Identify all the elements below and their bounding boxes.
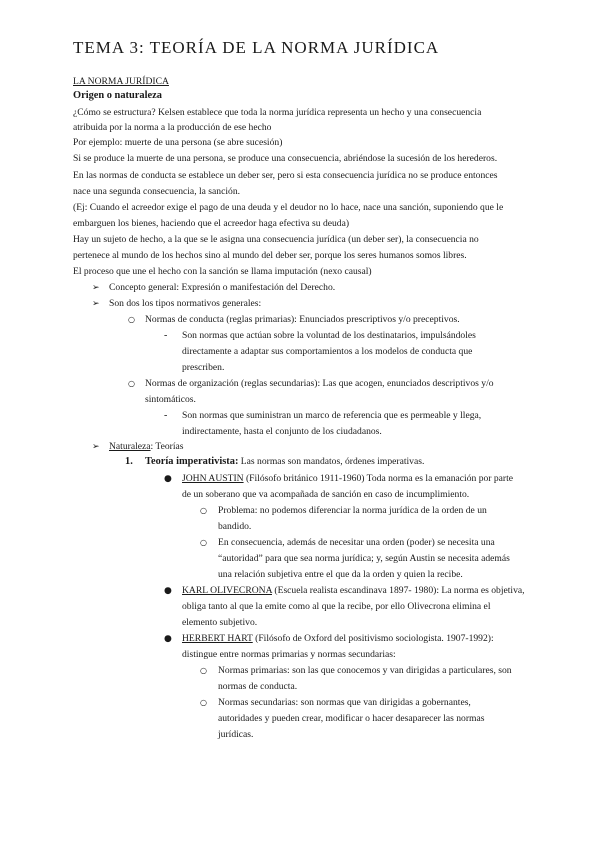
- intro-line: Hay un sujeto de hecho, a la que se le asigna una consecuencia jurídica (un deber ser), la consecuencia no: [73, 234, 479, 245]
- list-item: Normas de conducta (reglas primarias): Enunciados prescriptivos y/o preceptivos.: [145, 314, 460, 325]
- theory-desc: Las normas son mandatos, órdenes imperativas.: [238, 456, 425, 467]
- list-number: 1.: [125, 456, 133, 467]
- list-item: [182, 473, 513, 485]
- list-item-continued: normas de conducta.: [218, 681, 298, 692]
- list-item-continued: una relación subjetiva entre el que da la orden y quien la recibe.: [218, 569, 463, 580]
- circle-bullet-icon: ○: [200, 698, 207, 707]
- arrow-bullet-icon: ➢: [92, 442, 100, 452]
- intro-line: pertenece al mundo de los hechos sino al mundo del deber ser, porque los seres humanos somos libres.: [73, 250, 467, 261]
- intro-line: Por ejemplo: muerte de una persona (se abre sucesión): [73, 137, 283, 148]
- circle-bullet-icon: ○: [128, 379, 135, 388]
- naturaleza-label: Naturaleza: [109, 441, 151, 452]
- list-item: En consecuencia, además de necesitar una orden (poder) se necesita una: [218, 537, 495, 548]
- circle-bullet-icon: ○: [200, 538, 207, 547]
- author-desc: (Filósofo de Oxford del positivismo sociologista. 1907-1992):: [252, 633, 494, 644]
- list-item: Son normas que actúan sobre la voluntad de los destinatarios, impulsándoles: [182, 330, 476, 341]
- list-item-continued: directamente a adaptar sus comportamientos a los modelos de conducta que: [182, 346, 473, 357]
- circle-bullet-icon: ○: [200, 506, 207, 515]
- list-item: [182, 585, 525, 597]
- section-heading: LA NORMA JURÍDICA: [73, 76, 169, 87]
- list-item: Normas primarias: son las que conocemos y van dirigidas a particulares, son: [218, 665, 512, 676]
- dot-bullet-icon: ●: [164, 474, 172, 484]
- list-item: [109, 441, 184, 453]
- author-name: JOHN AUSTIN: [182, 473, 244, 484]
- intro-line: Si se produce la muerte de una persona, se produce una consecuencia, abriéndose la sucesión de los herederos.: [73, 153, 498, 164]
- intro-line: embarguen los bienes, haciendo que el acreedor haga efectiva su deuda): [73, 218, 350, 229]
- intro-line: (Ej: Cuando el acreedor exige el pago de una deuda y el deudor no lo hace, nace una sanción, suponiendo que le: [73, 202, 504, 213]
- arrow-bullet-icon: ➢: [92, 283, 100, 293]
- page-title: TEMA 3: TEORÍA DE LA NORMA JURÍDICA: [73, 38, 440, 57]
- list-item: Problema: no podemos diferenciar la norma jurídica de la orden de un: [218, 505, 487, 516]
- list-item: Son dos los tipos normativos generales:: [109, 298, 262, 309]
- list-item-continued: indirectamente, hasta el conjunto de los ciudadanos.: [182, 426, 382, 437]
- author-name: HERBERT HART: [182, 633, 253, 644]
- author-name: KARL OLIVECRONA: [182, 585, 272, 596]
- list-item-continued: prescriben.: [182, 362, 225, 373]
- intro-line: atribuida por la norma a la producción de ese hecho: [73, 122, 272, 133]
- list-item: Normas secundarias: son normas que van dirigidas a gobernantes,: [218, 697, 471, 708]
- list-item-continued: de un soberano que va acompañada de sanción en caso de incumplimiento.: [182, 489, 470, 500]
- circle-bullet-icon: ○: [128, 315, 135, 324]
- intro-line: En las normas de conducta se establece un deber ser, pero si esta consecuencia jurídica no se produce entonces: [73, 170, 498, 181]
- dash-bullet-icon: -: [164, 410, 168, 421]
- list-item-continued: sintomáticos.: [145, 394, 196, 405]
- intro-line: El proceso que une el hecho con la sanción se llama imputación (nexo causal): [73, 266, 372, 277]
- list-item-continued: bandido.: [218, 521, 252, 532]
- list-item: Concepto general: Expresión o manifestación del Derecho.: [109, 282, 336, 293]
- list-item: Normas de organización (reglas secundarias): Las que acogen, enunciados descriptivos y/o: [145, 378, 494, 389]
- author-desc: (Escuela realista escandinava 1897- 1980): La norma es objetiva,: [271, 585, 525, 596]
- list-item-continued: autoridades y pueden crear, modificar o hacer desaparecer las normas: [218, 713, 485, 724]
- list-item-continued: elemento subjetivo.: [182, 617, 258, 628]
- list-item-continued: obliga tanto al que la emite como al que la recibe, por ello Olivecrona elimina el: [182, 601, 491, 612]
- list-item: [182, 633, 494, 645]
- intro-line: ¿Cómo se estructura? Kelsen establece que toda la norma jurídica representa un hecho y una consecuencia: [73, 107, 482, 118]
- list-item-continued: distingue entre normas primarias y normas secundarias:: [182, 649, 396, 660]
- list-item: Son normas que suministran un marco de referencia que es permeable y llega,: [182, 410, 482, 421]
- arrow-bullet-icon: ➢: [92, 299, 100, 309]
- intro-line: nace una segunda consecuencia, la sanción.: [73, 186, 241, 197]
- theory-heading: [145, 456, 424, 468]
- dash-bullet-icon: -: [164, 330, 168, 341]
- subheading: Origen o naturaleza: [73, 90, 162, 101]
- dot-bullet-icon: ●: [164, 586, 172, 596]
- author-desc: (Filósofo británico 1911-1960) Toda norma es la emanación por parte: [243, 473, 514, 484]
- naturaleza-rest: : Teorías: [150, 441, 184, 452]
- list-item-continued: jurídicas.: [218, 729, 254, 740]
- theory-name: Teoría imperativista:: [145, 456, 239, 467]
- circle-bullet-icon: ○: [200, 666, 207, 675]
- list-item-continued: “autoridad” para que sea norma jurídica; y, según Austin se necesita además: [218, 553, 510, 564]
- dot-bullet-icon: ●: [164, 634, 172, 644]
